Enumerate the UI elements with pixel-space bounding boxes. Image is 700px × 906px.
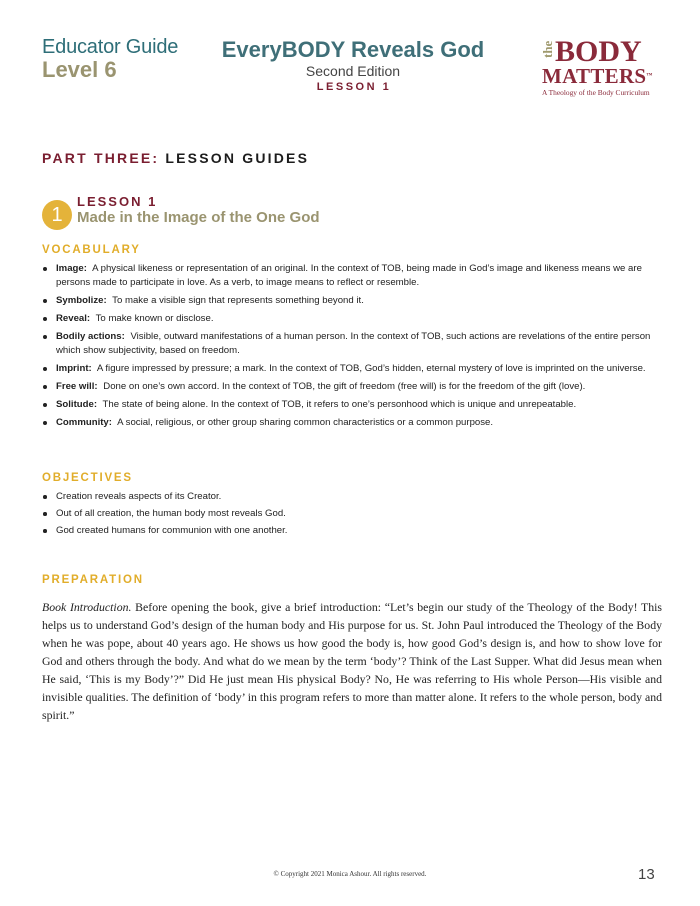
vocab-item <box>42 330 662 358</box>
logo-matters <box>542 65 653 87</box>
vocab-item <box>42 380 662 394</box>
objectives-list <box>42 490 642 541</box>
vocabulary-heading: VOCABULARY <box>42 244 141 256</box>
vocab-item <box>42 262 662 290</box>
book-title: EveryBODY Reveals God <box>221 37 485 62</box>
vocab-definition: A figure impressed by pressure; a mark. In the context of TOB, God’s hidden, eternal mystery of love is imprinted on the universe. <box>96 363 646 374</box>
vocab-definition: A social, religious, or other group sharing common characteristics or a common purpose. <box>117 417 494 428</box>
preparation-lead: Book Introduction. <box>42 600 132 614</box>
logo-tagline: A Theology of the Body Curriculum <box>542 88 650 97</box>
vocab-term: Reveal: <box>56 313 91 324</box>
vocab-definition: The state of being alone. In the context of TOB, it refers to one’s personhood which is unique and unrepeatable. <box>102 399 577 410</box>
logo-the: the <box>540 40 555 58</box>
vocab-term: Symbolize: <box>56 295 107 306</box>
part-title <box>42 150 309 166</box>
lesson-tag: LESSON 1 <box>316 81 392 93</box>
vocab-item <box>42 416 662 430</box>
preparation-heading: PREPARATION <box>42 574 144 586</box>
body-matters-logo <box>540 35 670 98</box>
vocab-term: Free will: <box>56 381 98 392</box>
vocab-item <box>42 312 662 326</box>
copyright-notice: © Copyright 2021 Monica Ashour. All rights reserved. <box>273 870 427 878</box>
preparation-text <box>42 598 662 724</box>
lesson-label: LESSON 1 <box>77 194 158 209</box>
vocab-item <box>42 398 662 412</box>
vocabulary-list <box>42 262 662 434</box>
vocab-definition: Visible, outward manifestations of a human person. In the context of TOB, such actions are revelations of the entire person which show subjectivity, based on freedom. <box>56 331 651 356</box>
level-label: Level 6 <box>42 57 117 82</box>
page-number: 13 <box>638 866 655 883</box>
trademark-icon: ™ <box>646 73 653 79</box>
vocab-definition: Done on one’s own accord. In the context of TOB, the gift of freedom (free will) is for the freedom of the gift (love). <box>103 381 586 392</box>
vocab-definition: A physical likeness or representation of an original. In the context of TOB, being made in God’s image and likeness means we are persons made to participate in love. As a verb, to image means to reflect or resemble. <box>56 263 642 288</box>
vocab-term: Bodily actions: <box>56 331 125 342</box>
vocab-definition: To make a visible sign that represents something beyond it. <box>112 295 364 306</box>
guide-label: Educator Guide <box>42 36 179 58</box>
objective-item: Creation reveals aspects of its Creator. <box>42 490 642 504</box>
vocab-term: Image: <box>56 263 87 274</box>
edition-label: Second Edition <box>305 63 401 79</box>
part-name: LESSON GUIDES <box>165 150 310 166</box>
vocab-item <box>42 362 662 376</box>
vocab-item <box>42 294 662 308</box>
vocab-term: Solitude: <box>56 399 98 410</box>
objective-item: Out of all creation, the human body most reveals God. <box>42 507 642 521</box>
preparation-body: Before opening the book, give a brief introduction: “Let’s begin our study of the Theology of the Body! This helps us to understand God’s design of the human body and His purpose for us. St. John Paul introduced the Theology of the Body when he was pope, about 40 years ago. He shows us how good the body is, how good God’s design is, and how to show love for God and others through the body. And what do we mean by the term ‘body’? Think of the Last Supper. What did Jesus mean when He said, ‘This is my Body’?” Did He just mean His physical Body? No, He was referring to His whole Person—His visible and invisible qualities. The definition of ‘body’ in this program refers to more than matter alone. It refers to the whole person, body and spirit.” <box>42 600 662 722</box>
objectives-heading: OBJECTIVES <box>42 472 133 484</box>
logo-body: BODY <box>555 35 642 68</box>
lesson-title: Made in the Image of the One God <box>77 209 320 226</box>
objective-item: God created humans for communion with one another. <box>42 524 642 538</box>
vocab-definition: To make known or disclose. <box>95 313 214 324</box>
vocab-term: Imprint: <box>56 363 92 374</box>
logo-matters-text: MATTERS <box>542 64 647 88</box>
vocab-term: Community: <box>56 417 112 428</box>
part-prefix: PART THREE: <box>42 150 160 166</box>
lesson-number-badge: 1 <box>42 200 72 230</box>
